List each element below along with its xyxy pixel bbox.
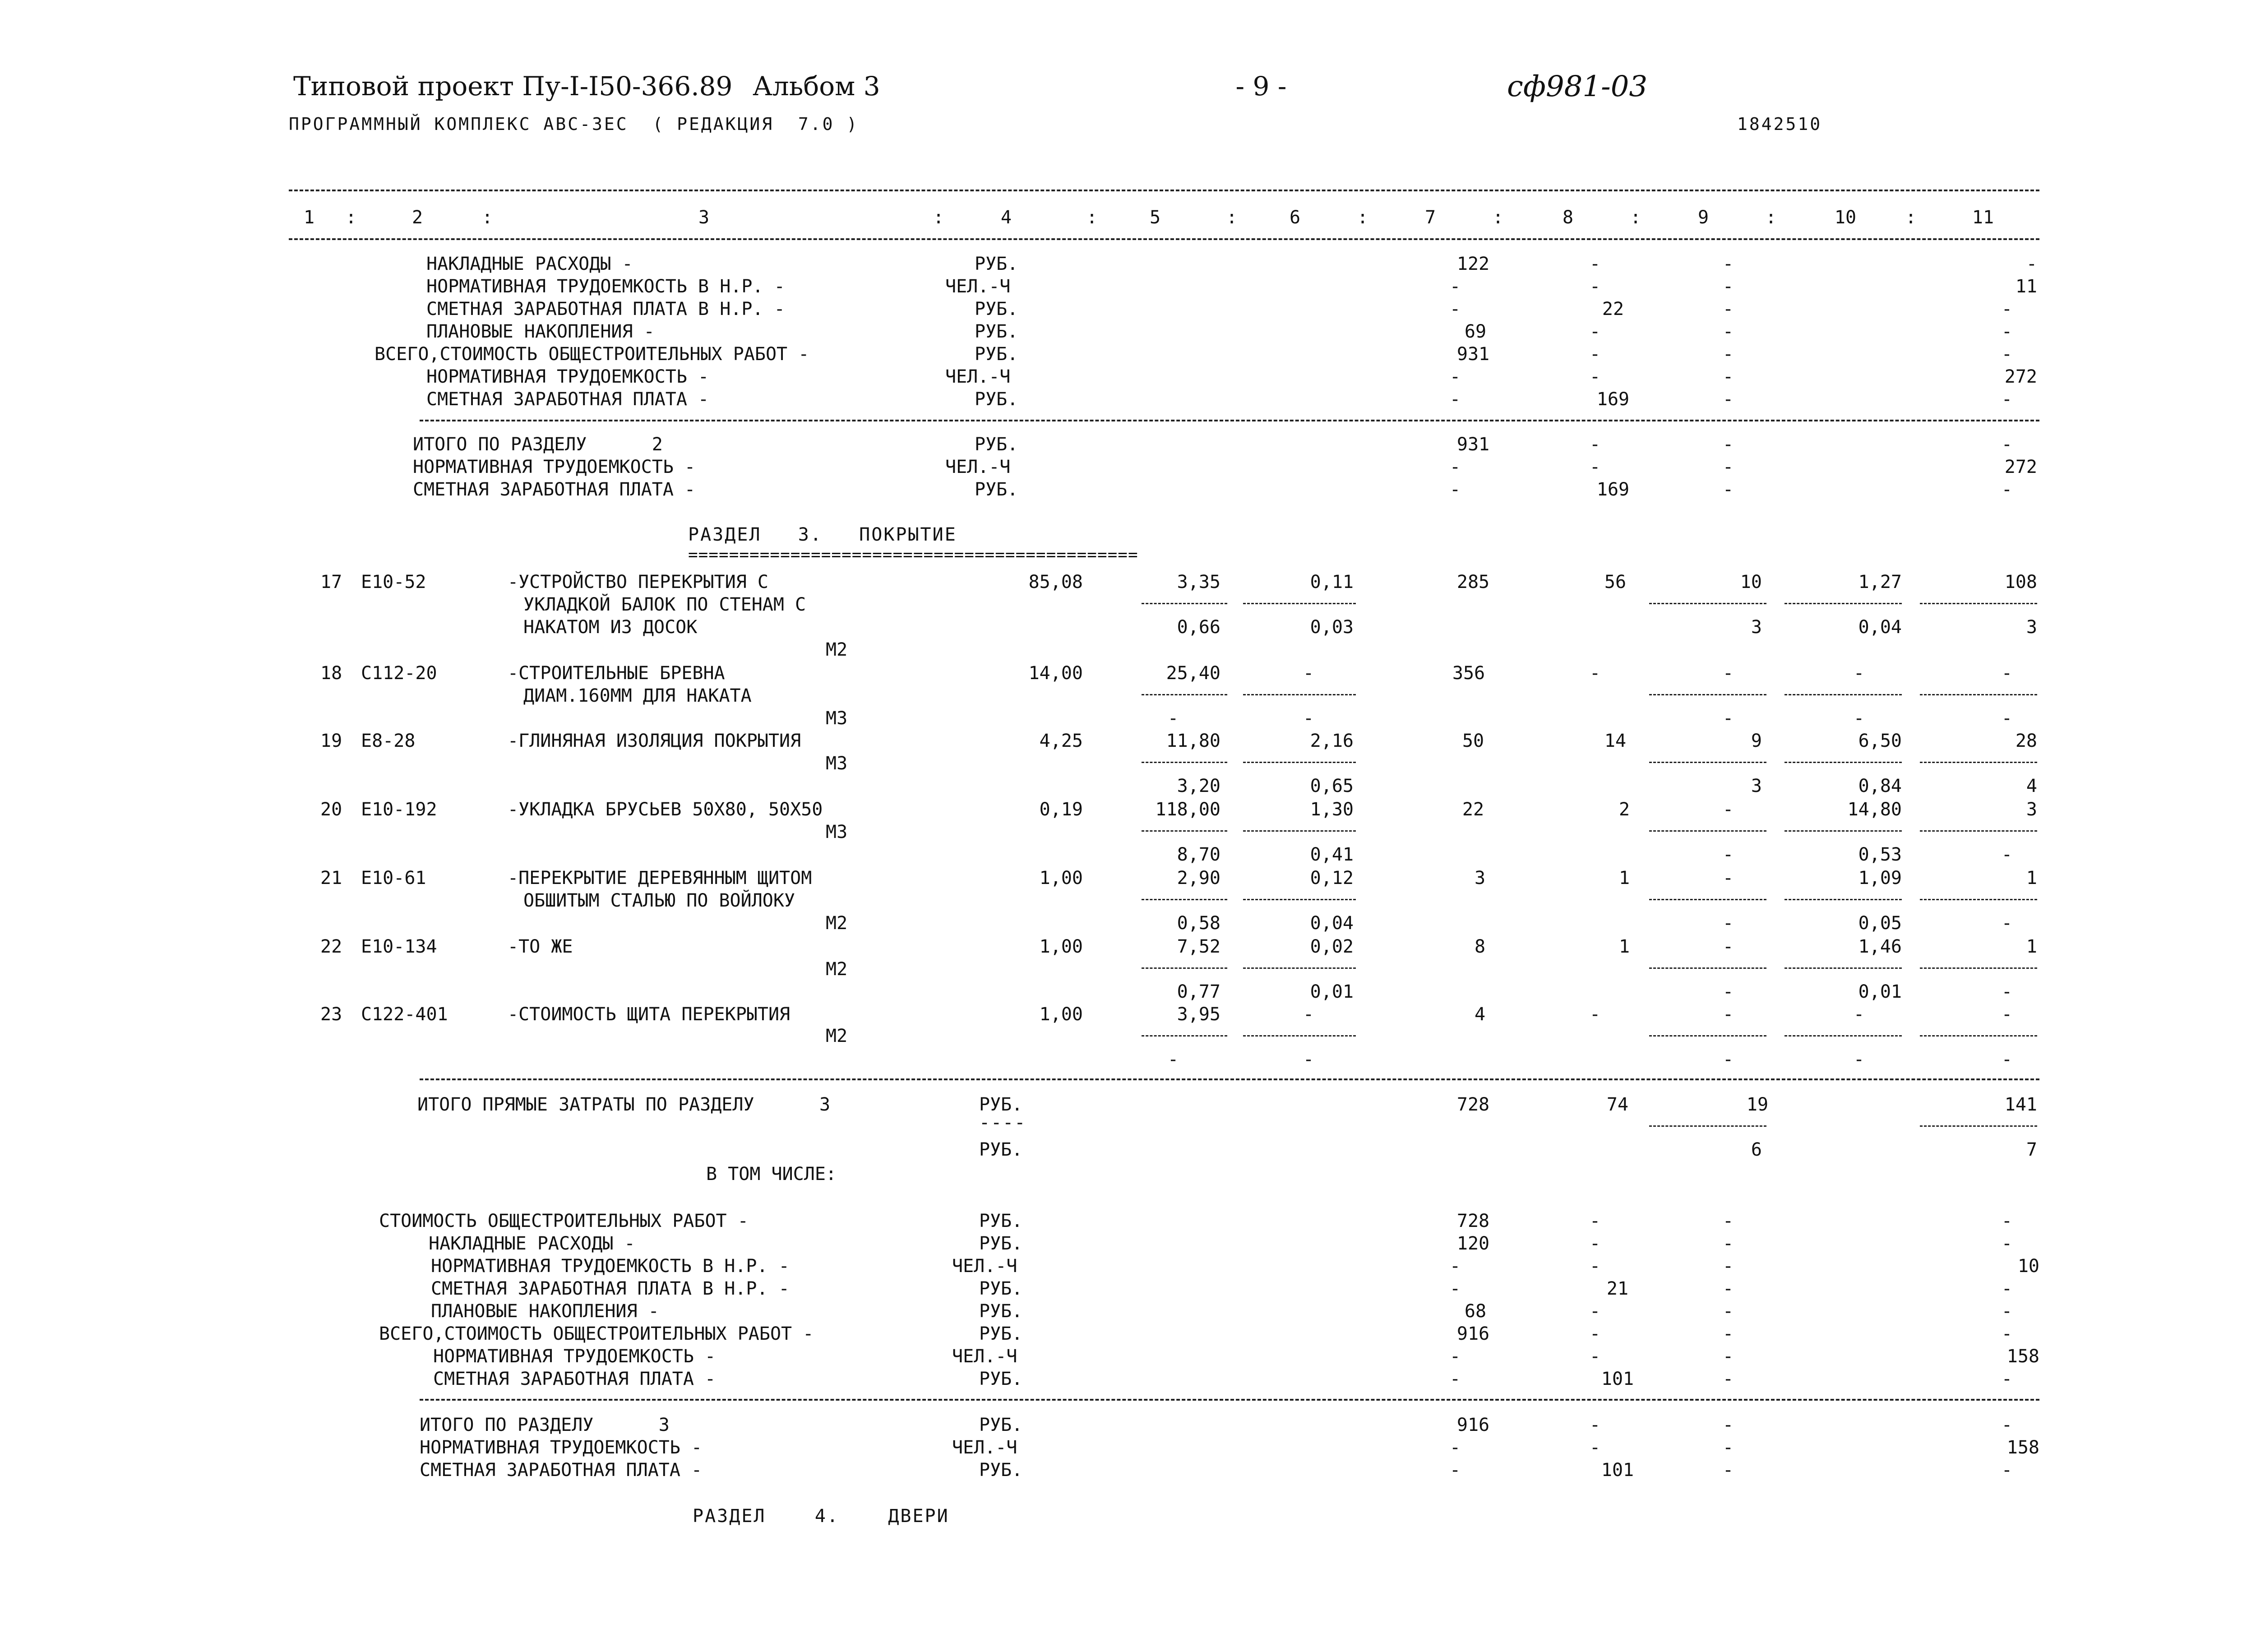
total-c7: - <box>1449 1437 1461 1458</box>
summary-c11: - <box>2001 1323 2012 1344</box>
item-c10-wage: - <box>1853 1049 1865 1070</box>
item-code: Е10-192 <box>361 799 437 820</box>
item-c10-wage: 0,84 <box>1858 776 1902 796</box>
summary-unit: РУБ. <box>979 1278 1023 1299</box>
summary-label: НОРМАТИВНАЯ ТРУДОЕМКОСТЬ - <box>426 366 709 387</box>
summary-c7: 120 <box>1456 1233 1490 1254</box>
item-number: 17 <box>320 572 342 592</box>
item-c6: 2,16 <box>1310 731 1354 751</box>
direct-total-unit-wage: РУБ. <box>979 1139 1023 1160</box>
summary-c8: 169 <box>1596 389 1630 410</box>
header-top-rule <box>289 190 2039 191</box>
summary-c9: - <box>1722 1346 1734 1367</box>
summary-c8: - <box>1589 254 1601 274</box>
including-label: В ТОМ ЧИСЛЕ: <box>706 1164 837 1185</box>
summary-c11: - <box>2001 321 2012 342</box>
col-header-8: 8 <box>1562 207 1574 228</box>
summary-label: СМЕТНАЯ ЗАРАБОТНАЯ ПЛАТА - <box>433 1369 716 1389</box>
summary-c11: - <box>2001 1211 2012 1231</box>
section-3-underline: ============================================ <box>688 546 1138 564</box>
summary-c8: 21 <box>1606 1278 1629 1299</box>
item-c11-wage: 4 <box>2026 776 2037 796</box>
summary-unit: РУБ. <box>975 321 1018 342</box>
summary-c8: - <box>1589 1346 1601 1367</box>
item-name: ОБШИТЫМ СТАЛЬЮ ПО ВОЙЛОКУ <box>523 890 795 911</box>
item-c11-wage: - <box>2001 1049 2012 1070</box>
item-qty: 4,25 <box>1039 731 1083 751</box>
summary-c7: 916 <box>1456 1323 1490 1344</box>
item-c11-wage: - <box>2001 708 2012 729</box>
summary-c9: - <box>1722 1278 1734 1299</box>
col-sep: : <box>933 207 944 228</box>
total-label: ИТОГО ПО РАЗДЕЛУ 2 <box>413 434 663 455</box>
summary-c8: - <box>1589 1211 1601 1231</box>
summary-unit: ЧЕЛ.-Ч <box>945 276 1011 297</box>
total-c9: - <box>1722 1437 1734 1458</box>
direct-total-c11: 141 <box>2004 1094 2037 1115</box>
col-sep: : <box>1357 207 1368 228</box>
item-c6-wage: - <box>1303 708 1314 729</box>
direct-total-c9: 19 <box>1746 1094 1769 1115</box>
total-c11: - <box>2001 479 2012 500</box>
item-c8: 56 <box>1604 572 1627 592</box>
summary-c8: 22 <box>1602 299 1624 319</box>
summary-unit: РУБ. <box>979 1323 1023 1344</box>
col-header-2: 2 <box>411 207 423 228</box>
unit-divider: ---- <box>979 1112 1026 1133</box>
total-label: СМЕТНАЯ ЗАРАБОТНАЯ ПЛАТА - <box>413 479 696 500</box>
section-3-title: РАЗДЕЛ 3. ПОКРЫТИЕ <box>688 524 957 545</box>
item-name: НАКАТОМ ИЗ ДОСОК <box>523 617 698 638</box>
item-qty: 0,19 <box>1039 799 1083 820</box>
col-header-5: 5 <box>1149 207 1161 228</box>
item-c7: 3 <box>1474 868 1486 888</box>
item-c9: - <box>1722 936 1734 957</box>
summary-label: ВСЕГО,СТОИМОСТЬ ОБЩЕСТРОИТЕЛЬНЫХ РАБОТ - <box>379 1323 814 1344</box>
col-header-11: 11 <box>1972 207 1994 228</box>
summary-c8: - <box>1589 321 1601 342</box>
total-c11: 272 <box>2004 457 2037 477</box>
item-c6: 0,12 <box>1310 868 1354 888</box>
summary-c9: - <box>1722 254 1734 274</box>
item-c10: - <box>1853 663 1865 684</box>
item-c9-wage: - <box>1722 1049 1734 1070</box>
item-c9: - <box>1722 868 1734 888</box>
summary-unit: РУБ. <box>975 389 1018 410</box>
summary-unit: РУБ. <box>975 344 1018 365</box>
col-sep: : <box>1492 207 1504 228</box>
item-c8: 1 <box>1618 868 1630 888</box>
col-sep: : <box>1765 207 1777 228</box>
summary-c7: - <box>1449 1369 1461 1389</box>
col-header-6: 6 <box>1289 207 1301 228</box>
item-c10-wage: 0,53 <box>1858 844 1902 865</box>
total-unit: РУБ. <box>975 479 1018 500</box>
item-name: -УСТРОЙСТВО ПЕРЕКРЫТИЯ С <box>508 572 768 592</box>
summary-label: НАКЛАДНЫЕ РАСХОДЫ - <box>429 1233 635 1254</box>
item-c10: 1,27 <box>1858 572 1902 592</box>
col-sep: : <box>345 207 357 228</box>
item-c11: 108 <box>2004 572 2037 592</box>
total-c11: - <box>2001 1460 2012 1481</box>
item-c11-wage: - <box>2001 844 2012 865</box>
item-name: ДИАМ.160ММ ДЛЯ НАКАТА <box>523 685 752 706</box>
item-unit: М2 <box>826 959 848 980</box>
section-rule <box>420 1078 2039 1080</box>
total-c8: 101 <box>1601 1460 1634 1481</box>
summary-c7: 68 <box>1464 1301 1487 1322</box>
item-c11: 3 <box>2026 799 2037 820</box>
item-c7: 50 <box>1462 731 1484 751</box>
summary-c8: - <box>1589 1256 1601 1277</box>
item-unit: М3 <box>826 822 848 842</box>
project-title: Типовой проект Пу-I-I50-366.89 <box>293 71 733 102</box>
summary-c11: 11 <box>2015 276 2037 297</box>
summary-c7: - <box>1449 1278 1461 1299</box>
item-number: 21 <box>320 868 342 888</box>
summary-c7: - <box>1449 276 1461 297</box>
item-c9-wage: 3 <box>1751 776 1762 796</box>
item-name: -УКЛАДКА БРУСЬЕВ 50Х80, 50Х50 <box>508 799 823 820</box>
summary-c7: - <box>1449 1256 1461 1277</box>
total-c7: 931 <box>1456 434 1490 455</box>
summary-c9: - <box>1722 1369 1734 1389</box>
item-c6: 0,11 <box>1310 572 1354 592</box>
item-name: -СТРОИТЕЛЬНЫЕ БРЕВНА <box>508 663 725 684</box>
summary-c9: - <box>1722 366 1734 387</box>
total-c9: - <box>1722 1415 1734 1435</box>
item-c10-wage: - <box>1853 708 1865 729</box>
item-c9-wage: - <box>1722 981 1734 1002</box>
item-c5-wage: 0,77 <box>1177 981 1220 1002</box>
summary-label: СМЕТНАЯ ЗАРАБОТНАЯ ПЛАТА В Н.Р. - <box>426 299 785 319</box>
item-unit: М2 <box>826 913 848 934</box>
summary-c9: - <box>1722 1256 1734 1277</box>
col-sep: : <box>1630 207 1641 228</box>
item-number: 23 <box>320 1004 342 1025</box>
summary-c9: - <box>1722 321 1734 342</box>
summary-unit: РУБ. <box>979 1233 1023 1254</box>
item-c7: 285 <box>1456 572 1490 592</box>
item-c5-wage: - <box>1167 708 1179 729</box>
item-c9: 10 <box>1740 572 1762 592</box>
total-c11: 158 <box>2006 1437 2039 1458</box>
summary-unit: ЧЕЛ.-Ч <box>952 1256 1017 1277</box>
item-c8: - <box>1589 1004 1601 1025</box>
item-c6-wage: 0,65 <box>1310 776 1354 796</box>
item-c11-wage: - <box>2001 913 2012 934</box>
document-number: 1842510 <box>1737 114 1822 134</box>
item-code: Е10-61 <box>361 868 426 888</box>
item-qty: 1,00 <box>1039 1004 1083 1025</box>
header-bottom-rule <box>289 238 2039 240</box>
total-unit: РУБ. <box>979 1460 1023 1481</box>
item-unit: М2 <box>826 1026 848 1046</box>
item-qty: 14,00 <box>1028 663 1083 684</box>
summary-c7: 69 <box>1464 321 1487 342</box>
item-number: 20 <box>320 799 342 820</box>
section-4-title: РАЗДЕЛ 4. ДВЕРИ <box>693 1506 949 1527</box>
item-c11: 28 <box>2015 731 2037 751</box>
summary-c7: - <box>1449 366 1461 387</box>
item-c6: - <box>1303 1004 1314 1025</box>
col-header-9: 9 <box>1697 207 1709 228</box>
total-c7: 916 <box>1456 1415 1490 1435</box>
summary-c9: - <box>1722 276 1734 297</box>
direct-total-c9-wage: 6 <box>1751 1139 1762 1160</box>
item-c11: - <box>2001 663 2012 684</box>
item-c9-wage: - <box>1722 708 1734 729</box>
item-c11-wage: 3 <box>2026 617 2037 638</box>
summary-unit: РУБ. <box>979 1369 1023 1389</box>
item-c10-wage: 0,04 <box>1858 617 1902 638</box>
col-sep: : <box>1086 207 1098 228</box>
total-c9: - <box>1722 457 1734 477</box>
item-c7: 8 <box>1474 936 1486 957</box>
item-code: Е10-52 <box>361 572 426 592</box>
item-c5: 25,40 <box>1166 663 1220 684</box>
item-c6-wage: 0,04 <box>1310 913 1354 934</box>
item-c10: 1,09 <box>1858 868 1902 888</box>
summary-unit: РУБ. <box>979 1301 1023 1322</box>
item-c5-wage: 0,58 <box>1177 913 1220 934</box>
summary-c9: - <box>1722 344 1734 365</box>
item-c5: 11,80 <box>1166 731 1220 751</box>
item-c7: 4 <box>1474 1004 1486 1025</box>
item-qty: 85,08 <box>1028 572 1083 592</box>
item-code: С112-20 <box>361 663 437 684</box>
summary-c11: - <box>2001 299 2012 319</box>
total-unit: РУБ. <box>975 434 1018 455</box>
summary-c9: - <box>1722 1211 1734 1231</box>
item-c5: 118,00 <box>1155 799 1220 820</box>
summary-c9: - <box>1722 1233 1734 1254</box>
col-sep: : <box>1905 207 1917 228</box>
item-c7: 22 <box>1462 799 1484 820</box>
item-c9-wage: - <box>1722 844 1734 865</box>
item-c8: 2 <box>1618 799 1630 820</box>
total-label: НОРМАТИВНАЯ ТРУДОЕМКОСТЬ - <box>413 457 696 477</box>
summary-unit: РУБ. <box>975 299 1018 319</box>
total-c9: - <box>1722 479 1734 500</box>
summary-c11: 10 <box>2017 1256 2039 1277</box>
item-c11: - <box>2001 1004 2012 1025</box>
summary-unit: ЧЕЛ.-Ч <box>945 366 1011 387</box>
summary-c11: - <box>2001 1278 2012 1299</box>
total-c8: - <box>1589 457 1601 477</box>
direct-total-c7: 728 <box>1456 1094 1490 1115</box>
item-name: УКЛАДКОЙ БАЛОК ПО СТЕНАМ С <box>523 594 806 615</box>
summary-c8: - <box>1589 1233 1601 1254</box>
total-c9: - <box>1722 1460 1734 1481</box>
summary-label: НОРМАТИВНАЯ ТРУДОЕМКОСТЬ - <box>433 1346 716 1367</box>
direct-total-unit: РУБ. <box>979 1094 1023 1115</box>
summary-label: ПЛАНОВЫЕ НАКОПЛЕНИЯ - <box>431 1301 659 1322</box>
summary-c11: 158 <box>2006 1346 2039 1367</box>
summary-c8: 101 <box>1601 1369 1634 1389</box>
item-name: -СТОИМОСТЬ ЩИТА ПЕРЕКРЫТИЯ <box>508 1004 791 1025</box>
item-c7: 356 <box>1452 663 1485 684</box>
col-header-1: 1 <box>303 207 315 228</box>
item-name: -ГЛИНЯНАЯ ИЗОЛЯЦИЯ ПОКРЫТИЯ <box>508 731 801 751</box>
total-c9: - <box>1722 434 1734 455</box>
item-unit: М3 <box>826 753 848 774</box>
item-c5-wage: 8,70 <box>1177 844 1220 865</box>
item-c8: - <box>1589 663 1601 684</box>
item-c9: 9 <box>1751 731 1762 751</box>
section-rule <box>420 420 2039 421</box>
item-c6: 0,02 <box>1310 936 1354 957</box>
summary-c11: - <box>2026 254 2037 274</box>
item-c10-wage: 0,01 <box>1858 981 1902 1002</box>
summary-c8: - <box>1589 1323 1601 1344</box>
item-c5-wage: - <box>1167 1049 1179 1070</box>
item-code: С122-401 <box>361 1004 448 1025</box>
summary-c9: - <box>1722 299 1734 319</box>
item-c9: - <box>1722 663 1734 684</box>
summary-c11: - <box>2001 1369 2012 1389</box>
item-c6-wage: - <box>1303 1049 1314 1070</box>
summary-label: НОРМАТИВНАЯ ТРУДОЕМКОСТЬ В Н.Р. - <box>431 1256 790 1277</box>
item-qty: 1,00 <box>1039 936 1083 957</box>
item-name: -ТО ЖЕ <box>508 936 573 957</box>
item-c8: 1 <box>1618 936 1630 957</box>
total-c11: - <box>2001 434 2012 455</box>
program-name: ПРОГРАММНЫЙ КОМПЛЕКС АВС-ЗЕС ( РЕДАКЦИЯ 7.0 ) <box>289 114 859 134</box>
item-qty: 1,00 <box>1039 868 1083 888</box>
summary-c11: - <box>2001 1233 2012 1254</box>
item-c5-wage: 0,66 <box>1177 617 1220 638</box>
item-c10: 1,46 <box>1858 936 1902 957</box>
item-c6-wage: 0,03 <box>1310 617 1354 638</box>
item-unit: М2 <box>826 639 848 660</box>
summary-c9: - <box>1722 1323 1734 1344</box>
summary-c11: - <box>2001 389 2012 410</box>
document-cipher: сф981-03 <box>1507 70 1648 103</box>
total-label: СМЕТНАЯ ЗАРАБОТНАЯ ПЛАТА - <box>420 1460 703 1481</box>
item-c9-wage: - <box>1722 913 1734 934</box>
summary-c8: - <box>1589 1301 1601 1322</box>
total-c8: - <box>1589 1415 1601 1435</box>
direct-total-label: ИТОГО ПРЯМЫЕ ЗАТРАТЫ ПО РАЗДЕЛУ 3 <box>417 1094 831 1115</box>
col-header-7: 7 <box>1424 207 1436 228</box>
item-number: 19 <box>320 731 342 751</box>
summary-c8: - <box>1589 366 1601 387</box>
total-label: ИТОГО ПО РАЗДЕЛУ 3 <box>420 1415 670 1435</box>
col-sep: : <box>1226 207 1238 228</box>
summary-c7: 122 <box>1456 254 1490 274</box>
summary-c7: 728 <box>1456 1211 1490 1231</box>
total-c11: - <box>2001 1415 2012 1435</box>
item-c5-wage: 3,20 <box>1177 776 1220 796</box>
summary-c11: 272 <box>2004 366 2037 387</box>
summary-label: НАКЛАДНЫЕ РАСХОДЫ - <box>426 254 633 274</box>
summary-c7: 931 <box>1456 344 1490 365</box>
item-number: 18 <box>320 663 342 684</box>
summary-c7: - <box>1449 389 1461 410</box>
item-code: Е8-28 <box>361 731 416 751</box>
summary-label: СТОИМОСТЬ ОБЩЕСТРОИТЕЛЬНЫХ РАБОТ - <box>379 1211 749 1231</box>
item-c5: 3,95 <box>1177 1004 1220 1025</box>
section-rule <box>420 1399 2039 1401</box>
summary-c7: - <box>1449 299 1461 319</box>
item-c5: 7,52 <box>1177 936 1220 957</box>
item-c5: 2,90 <box>1177 868 1220 888</box>
item-c6: - <box>1303 663 1314 684</box>
total-c8: 169 <box>1596 479 1630 500</box>
summary-c8: - <box>1589 276 1601 297</box>
total-c7: - <box>1449 1460 1461 1481</box>
item-c10-wage: 0,05 <box>1858 913 1902 934</box>
item-code: Е10-134 <box>361 936 437 957</box>
col-header-4: 4 <box>1000 207 1012 228</box>
col-header-3: 3 <box>698 207 710 228</box>
album-label: Альбом 3 <box>753 71 880 102</box>
item-c6: 1,30 <box>1310 799 1354 820</box>
total-c8: - <box>1589 434 1601 455</box>
item-unit: М3 <box>826 708 848 729</box>
summary-c9: - <box>1722 389 1734 410</box>
summary-label: НОРМАТИВНАЯ ТРУДОЕМКОСТЬ В Н.Р. - <box>426 276 785 297</box>
summary-c8: - <box>1589 344 1601 365</box>
item-c9: - <box>1722 1004 1734 1025</box>
item-c10: 14,80 <box>1847 799 1902 820</box>
total-unit: РУБ. <box>979 1415 1023 1435</box>
item-c9: - <box>1722 799 1734 820</box>
summary-c11: - <box>2001 344 2012 365</box>
summary-label: СМЕТНАЯ ЗАРАБОТНАЯ ПЛАТА - <box>426 389 709 410</box>
total-unit: ЧЕЛ.-Ч <box>945 457 1011 477</box>
item-c6-wage: 0,01 <box>1310 981 1354 1002</box>
summary-c9: - <box>1722 1301 1734 1322</box>
direct-total-c11-wage: 7 <box>2026 1139 2037 1160</box>
item-c11-wage: - <box>2001 981 2012 1002</box>
total-c8: - <box>1589 1437 1601 1458</box>
summary-c11: - <box>2001 1301 2012 1322</box>
summary-unit: РУБ. <box>975 254 1018 274</box>
item-c10: 6,50 <box>1858 731 1902 751</box>
item-c6-wage: 0,41 <box>1310 844 1354 865</box>
total-c7: - <box>1449 457 1461 477</box>
total-c7: - <box>1449 479 1461 500</box>
item-number: 22 <box>320 936 342 957</box>
item-c9-wage: 3 <box>1751 617 1762 638</box>
summary-label: ПЛАНОВЫЕ НАКОПЛЕНИЯ - <box>426 321 655 342</box>
item-c11: 1 <box>2026 868 2037 888</box>
summary-label: СМЕТНАЯ ЗАРАБОТНАЯ ПЛАТА В Н.Р. - <box>431 1278 790 1299</box>
total-unit: ЧЕЛ.-Ч <box>952 1437 1017 1458</box>
item-name: -ПЕРЕКРЫТИЕ ДЕРЕВЯННЫМ ЩИТОМ <box>508 868 812 888</box>
item-c8: 14 <box>1604 731 1627 751</box>
item-c11: 1 <box>2026 936 2037 957</box>
col-header-10: 10 <box>1834 207 1857 228</box>
total-label: НОРМАТИВНАЯ ТРУДОЕМКОСТЬ - <box>420 1437 703 1458</box>
summary-label: ВСЕГО,СТОИМОСТЬ ОБЩЕСТРОИТЕЛЬНЫХ РАБОТ - <box>374 344 809 365</box>
direct-total-c8: 74 <box>1606 1094 1629 1115</box>
col-sep: : <box>481 207 493 228</box>
item-c10: - <box>1853 1004 1865 1025</box>
summary-unit: ЧЕЛ.-Ч <box>952 1346 1017 1367</box>
page-number: - 9 - <box>1235 71 1287 102</box>
summary-unit: РУБ. <box>979 1211 1023 1231</box>
item-c5: 3,35 <box>1177 572 1220 592</box>
summary-c7: - <box>1449 1346 1461 1367</box>
